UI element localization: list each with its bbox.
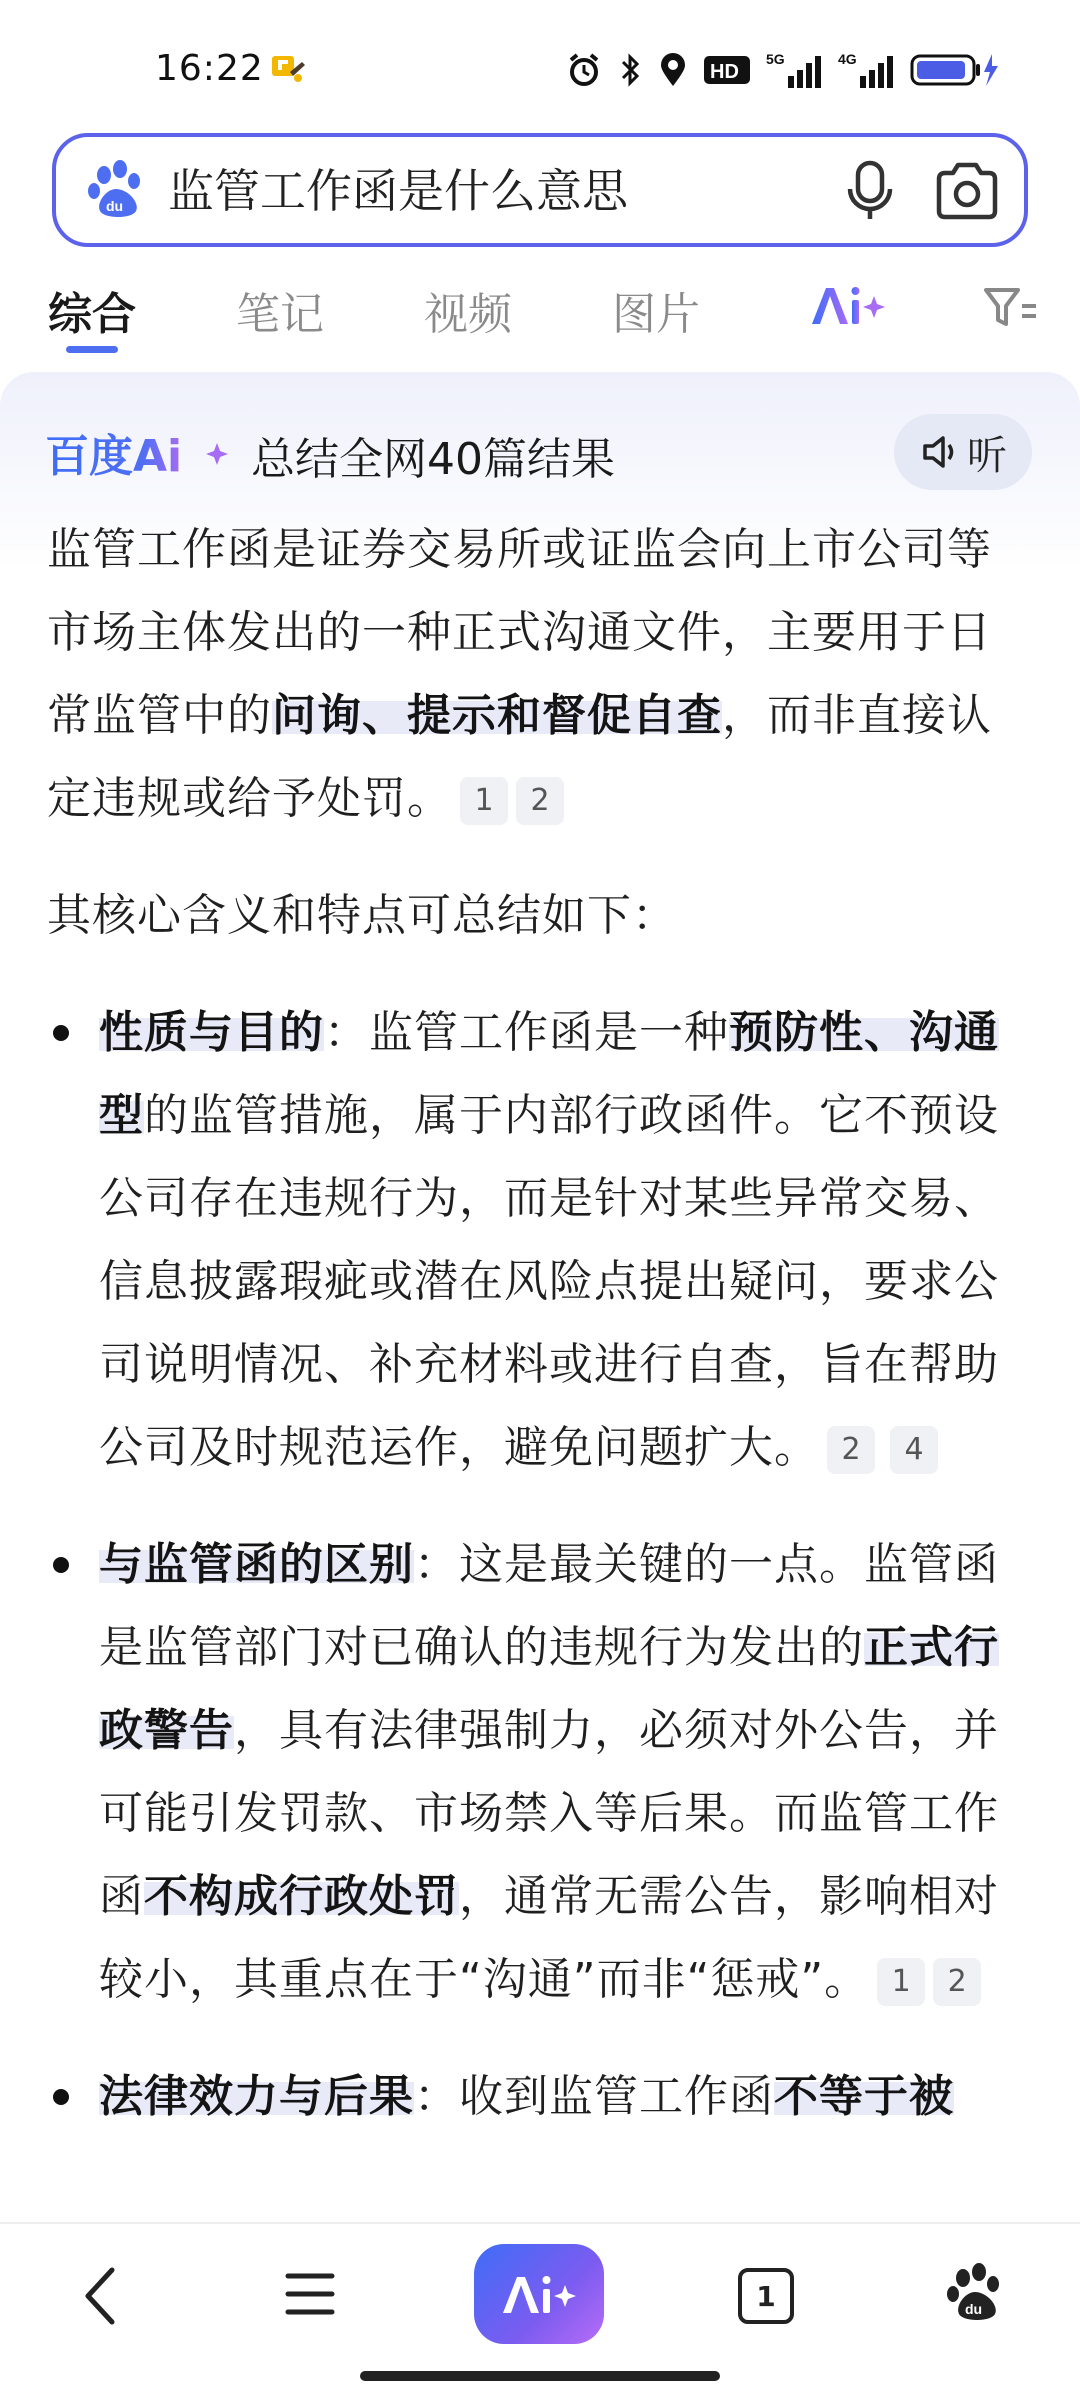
bullet-text: 的监管措施，属于内部行政函件。它不预设公司存在违规行为，而是针对某些异常交易、信息披露瑕疵或潜在风险点提出疑问，要求公司说明情况、补充材料或进行自查，旨在帮助公司及时规范运作，避免问题扩大。 (99, 1090, 999, 1473)
signal-5g-icon (766, 50, 822, 90)
svg-text:4G: 4G (838, 51, 857, 67)
signal-4g-icon (838, 50, 894, 90)
ai-summary-card (0, 372, 1080, 2232)
reference-badge[interactable]: 2 (933, 1958, 981, 2006)
search-box[interactable] (52, 133, 1028, 247)
camera-icon[interactable] (933, 159, 1001, 223)
bullet-text: ：监管工作函是一种 (324, 1007, 729, 1058)
speaker-icon (919, 432, 959, 472)
reference-badge[interactable]: 1 (877, 1958, 925, 2006)
microphone-icon[interactable] (842, 159, 898, 223)
svg-text:du: du (965, 2301, 983, 2317)
answer-paragraph: 其核心含义和特点可总结如下： (47, 890, 677, 941)
answer-paragraph (47, 508, 1017, 840)
reference-badge[interactable]: 4 (890, 1426, 938, 1474)
bullet-title: 与监管函的区别 (99, 1539, 414, 1590)
status-icons (566, 50, 1000, 90)
highlight-text: 不等于被 (774, 2071, 954, 2122)
home-indicator[interactable] (360, 2371, 720, 2381)
bullet-item (47, 2055, 1017, 2138)
tab-notes[interactable]: 笔记 (236, 289, 324, 340)
notification-icon (268, 50, 308, 86)
highlight-text: 问询、提示和督促自查 (272, 690, 722, 741)
bullet-item (47, 991, 1017, 1489)
active-tab-indicator (66, 346, 118, 353)
svg-text:du: du (106, 198, 124, 214)
ai-card-header (45, 420, 615, 490)
status-bar (0, 0, 1080, 130)
location-icon (658, 52, 688, 88)
status-time: 16:22 (155, 48, 264, 89)
tab-ai-icon[interactable] (808, 280, 888, 330)
svg-text:HD: HD (710, 61, 739, 83)
svg-text:5G: 5G (766, 51, 785, 67)
bullet-title: 法律效力与后果 (99, 2071, 414, 2122)
bullet-text: ：这是最关键的一点。监管函是监管部门对已确认的违规行为发出的 (99, 1539, 999, 1673)
menu-icon[interactable] (282, 2266, 338, 2322)
paragraph-text: ，而非直接认定违规或给予处罚。 (47, 690, 992, 824)
bluetooth-icon (618, 52, 642, 88)
baidu-ai-logo (45, 425, 235, 485)
reference-badge[interactable]: 1 (460, 777, 508, 825)
bullet-text: ，通常无需公告，影响相对较小，其重点在于“沟通”而非“惩戒”。 (99, 1871, 999, 2005)
search-tabs (0, 272, 1080, 352)
ai-summary-label: 总结全网40篇结果 (251, 434, 615, 485)
reference-badge[interactable]: 2 (516, 777, 564, 825)
reference-badge[interactable]: 2 (827, 1426, 875, 1474)
paragraph-text: 监管工作函是证券交易所或证监会向上市公司等市场主体发出的一种正式沟通文件，主要用于日常监管中的 (47, 524, 992, 741)
bullet-text: ：收到监管工作函 (414, 2071, 774, 2122)
ai-assistant-button[interactable] (474, 2244, 604, 2344)
filter-icon[interactable] (982, 284, 1038, 330)
bullet-text: ，具有法律强制力，必须对外公告，并可能引发罚款、市场禁入等后果。而监管工作函 (99, 1705, 999, 1922)
ai-answer-content (47, 508, 1017, 2172)
search-input[interactable]: 监管工作函是什么意思 (168, 164, 628, 218)
bullet-item (47, 1523, 1017, 2021)
battery-icon (910, 52, 1000, 88)
tab-count-button[interactable]: 1 (738, 2268, 794, 2324)
tab-images[interactable]: 图片 (612, 289, 700, 340)
alarm-icon (566, 52, 602, 88)
listen-label: 听 (967, 432, 1007, 479)
tab-videos[interactable]: 视频 (424, 289, 512, 340)
back-arrow-icon[interactable] (72, 2262, 132, 2330)
highlight-text: 预防性、沟通型 (99, 1007, 999, 1141)
ai-sparkle-icon (499, 2269, 579, 2319)
baidu-home-icon[interactable] (945, 2262, 1009, 2326)
baidu-paw-icon (86, 159, 150, 223)
hd-icon (704, 54, 750, 86)
bullet-title: 性质与目的 (99, 1007, 324, 1058)
listen-button[interactable] (894, 414, 1032, 490)
tab-general[interactable]: 综合 (48, 289, 136, 340)
svg-text:百度Ai: 百度Ai (45, 431, 183, 482)
highlight-text: 正式行政警告 (99, 1622, 999, 1756)
highlight-text: 不构成行政处罚 (144, 1871, 459, 1922)
